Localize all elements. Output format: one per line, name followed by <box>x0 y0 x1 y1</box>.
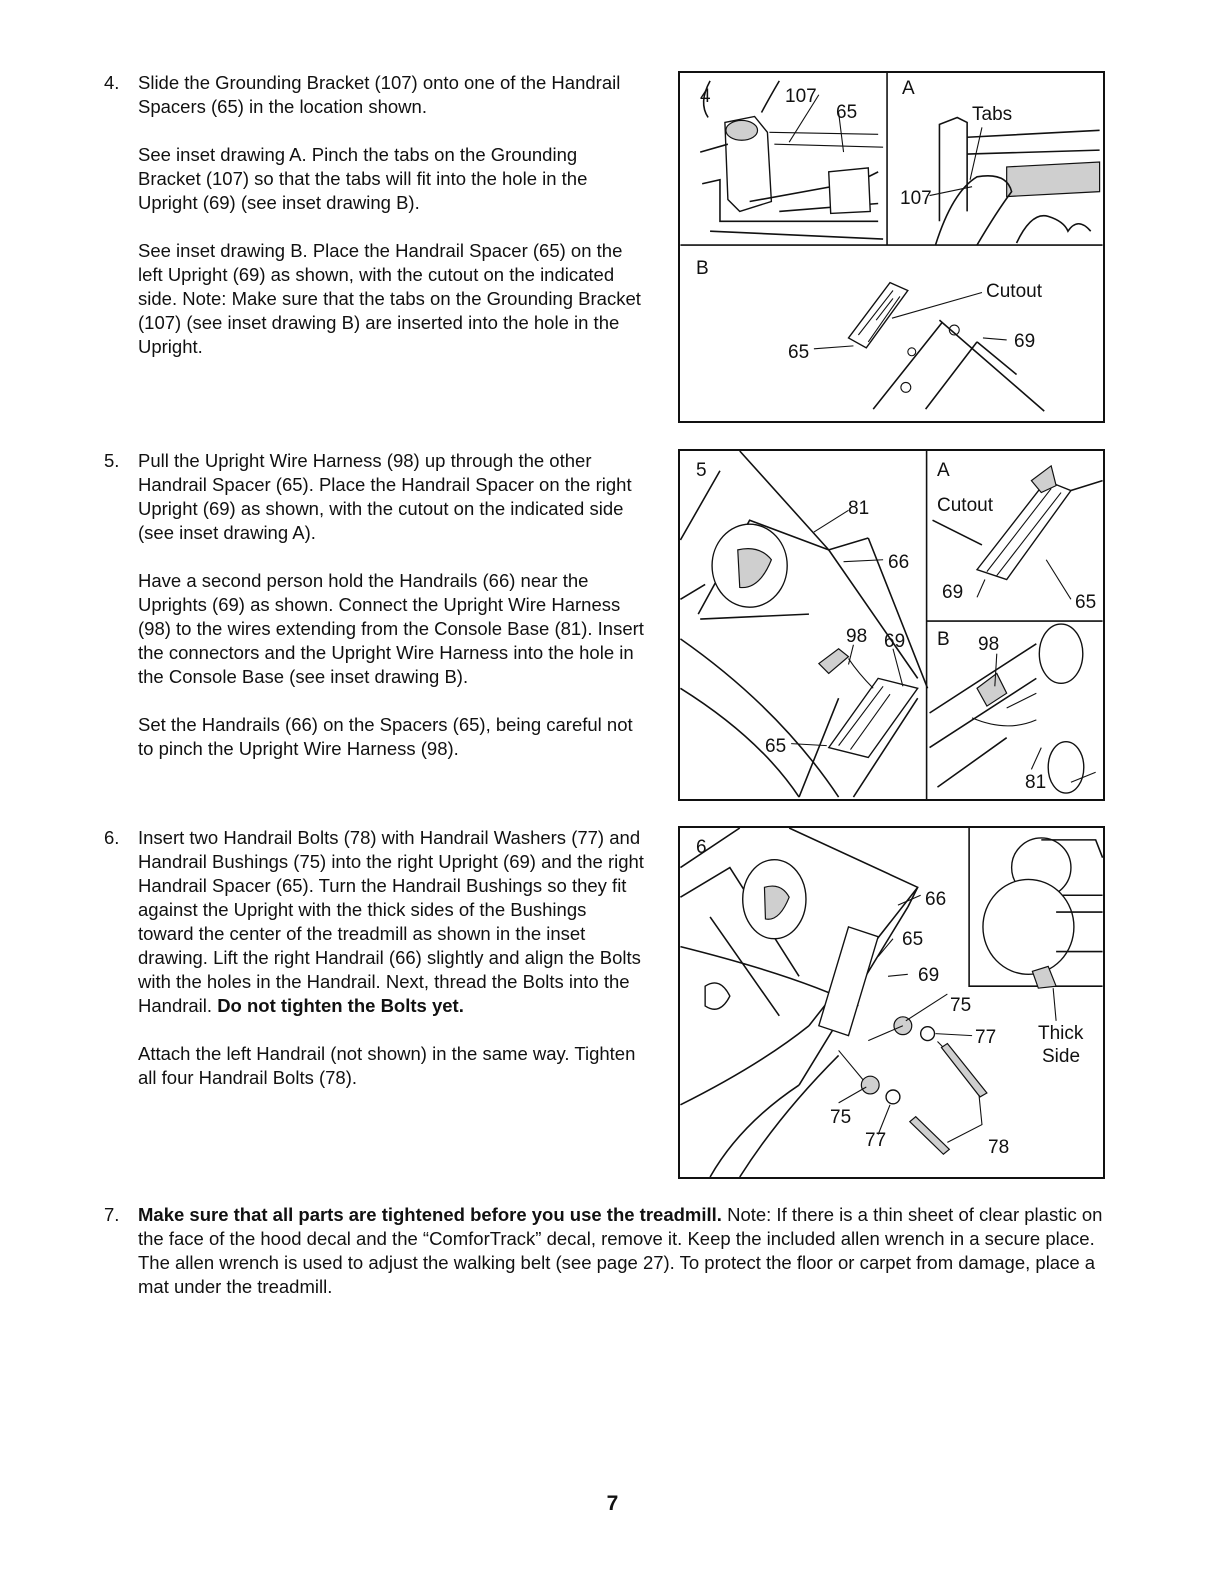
part-label: 69 <box>1014 331 1036 352</box>
part-label: 81 <box>1025 772 1047 793</box>
inset-label: B <box>696 258 709 279</box>
figure-6-drawing <box>680 828 1103 1177</box>
warning-text: Do not tighten the Bolts yet. <box>217 995 464 1016</box>
figure-5-drawing <box>680 451 1103 799</box>
part-label: 107 <box>785 86 817 107</box>
part-label: 77 <box>865 1130 887 1151</box>
figure-label: 5 <box>696 460 707 481</box>
part-label: 98 <box>846 626 868 647</box>
figure-label: 6 <box>696 837 707 858</box>
step-paragraph: Slide the Grounding Bracket (107) onto one of the Handrail Spacers (65) in the location shown. <box>138 72 621 117</box>
part-label: 75 <box>950 995 972 1016</box>
part-label: 66 <box>888 552 910 573</box>
callout-label: Cutout <box>937 495 993 516</box>
step-text: Insert two Handrail Bolts (78) with Handrail Washers (77) and Handrail Bushings (75) into the right Upright (69) and the right Handrail Spacer (65). Turn the Handrail Bushings so they fit against the Upright with the thick sides of the Bushings toward the center of the treadmill as shown in the inset drawing. Lift the right Handrail (66) slightly and align the Bolts with the holes in the Handrail. Next, thread the Bolts into the Handrail. <box>138 827 644 1016</box>
part-label: 65 <box>765 736 787 757</box>
part-label: 69 <box>884 631 906 652</box>
step-paragraph: Have a second person hold the Handrails (66) near the Uprights (69) as shown. Connect the Upright Wire Harness (98) to the wires extending from the Console Base (81). Insert the connectors and the Upright Wire Harness into the hole in the Console Base (see inset drawing B). <box>138 570 644 687</box>
step-5 <box>104 449 644 761</box>
step-paragraph: Set the Handrails (66) on the Spacers (65), being careful not to pinch the Upright Wire Harness (98). <box>138 714 633 759</box>
figure-4-drawing <box>680 73 1103 421</box>
part-label: 81 <box>848 498 870 519</box>
callout-label: Side <box>1042 1046 1081 1067</box>
inset-label: A <box>937 460 950 481</box>
figure-step-6 <box>678 826 1105 1179</box>
step-number: 6. <box>104 827 120 848</box>
part-label: 65 <box>902 929 924 950</box>
part-label: 65 <box>1075 592 1097 613</box>
part-label: 65 <box>788 342 810 363</box>
part-label: 77 <box>975 1027 997 1048</box>
part-label: 66 <box>925 889 947 910</box>
step-number: 7. <box>104 1204 120 1225</box>
part-label: 78 <box>988 1137 1010 1158</box>
inset-label: B <box>937 629 950 650</box>
step-paragraph: Attach the left Handrail (not shown) in the same way. Tighten all four Handrail Bolts (78). <box>138 1043 636 1088</box>
part-label: 65 <box>836 102 858 123</box>
step-7 <box>104 1203 1104 1299</box>
step-paragraph: Pull the Upright Wire Harness (98) up through the other Handrail Spacer (65). Place the Handrail Spacer on the right Upright (69) as shown, with the cutout on the indicated side (see inset drawing A). <box>138 450 632 543</box>
callout-label: Thick <box>1038 1023 1084 1044</box>
step-6 <box>104 826 644 1090</box>
inset-label: A <box>902 78 915 99</box>
step-number: 5. <box>104 450 120 471</box>
warning-text: Make sure that all parts are tightened before you use the treadmill. <box>138 1204 722 1225</box>
step-4 <box>104 71 644 359</box>
part-label: 75 <box>830 1107 852 1128</box>
step-paragraph <box>138 1203 1104 1299</box>
part-label: 69 <box>942 582 964 603</box>
step-text: Note: If there is a thin sheet of clear plastic on the face of the hood decal and the “ComforTrack” decal, remove it. Keep the included allen wrench in a secure place. The allen wrench is used to adjust the walking belt (see page 27). To protect the floor or carpet from damage, place a mat under the treadmill. <box>138 1204 1103 1297</box>
part-label: 98 <box>978 634 1000 655</box>
step-paragraph: See inset drawing A. Pinch the tabs on the Grounding Bracket (107) so that the tabs will fit into the hole in the Upright (69) (see inset drawing B). <box>138 144 588 213</box>
figure-step-4 <box>678 71 1105 423</box>
step-number: 4. <box>104 72 120 93</box>
part-label: 107 <box>900 188 932 209</box>
step-paragraph <box>138 826 644 1018</box>
callout-label: Tabs <box>972 104 1013 125</box>
page-number: 7 <box>606 1492 619 1515</box>
callout-label: Cutout <box>986 281 1042 302</box>
figure-step-5 <box>678 449 1105 801</box>
figure-label: 4 <box>700 86 711 107</box>
part-label: 69 <box>918 965 940 986</box>
step-paragraph: See inset drawing B. Place the Handrail Spacer (65) on the left Upright (69) as shown, with the cutout on the indicated side. Note: Make sure that the tabs on the Grounding Bracket (107) (see inset drawing B) are inserted into the hole in the Upright. <box>138 240 641 357</box>
